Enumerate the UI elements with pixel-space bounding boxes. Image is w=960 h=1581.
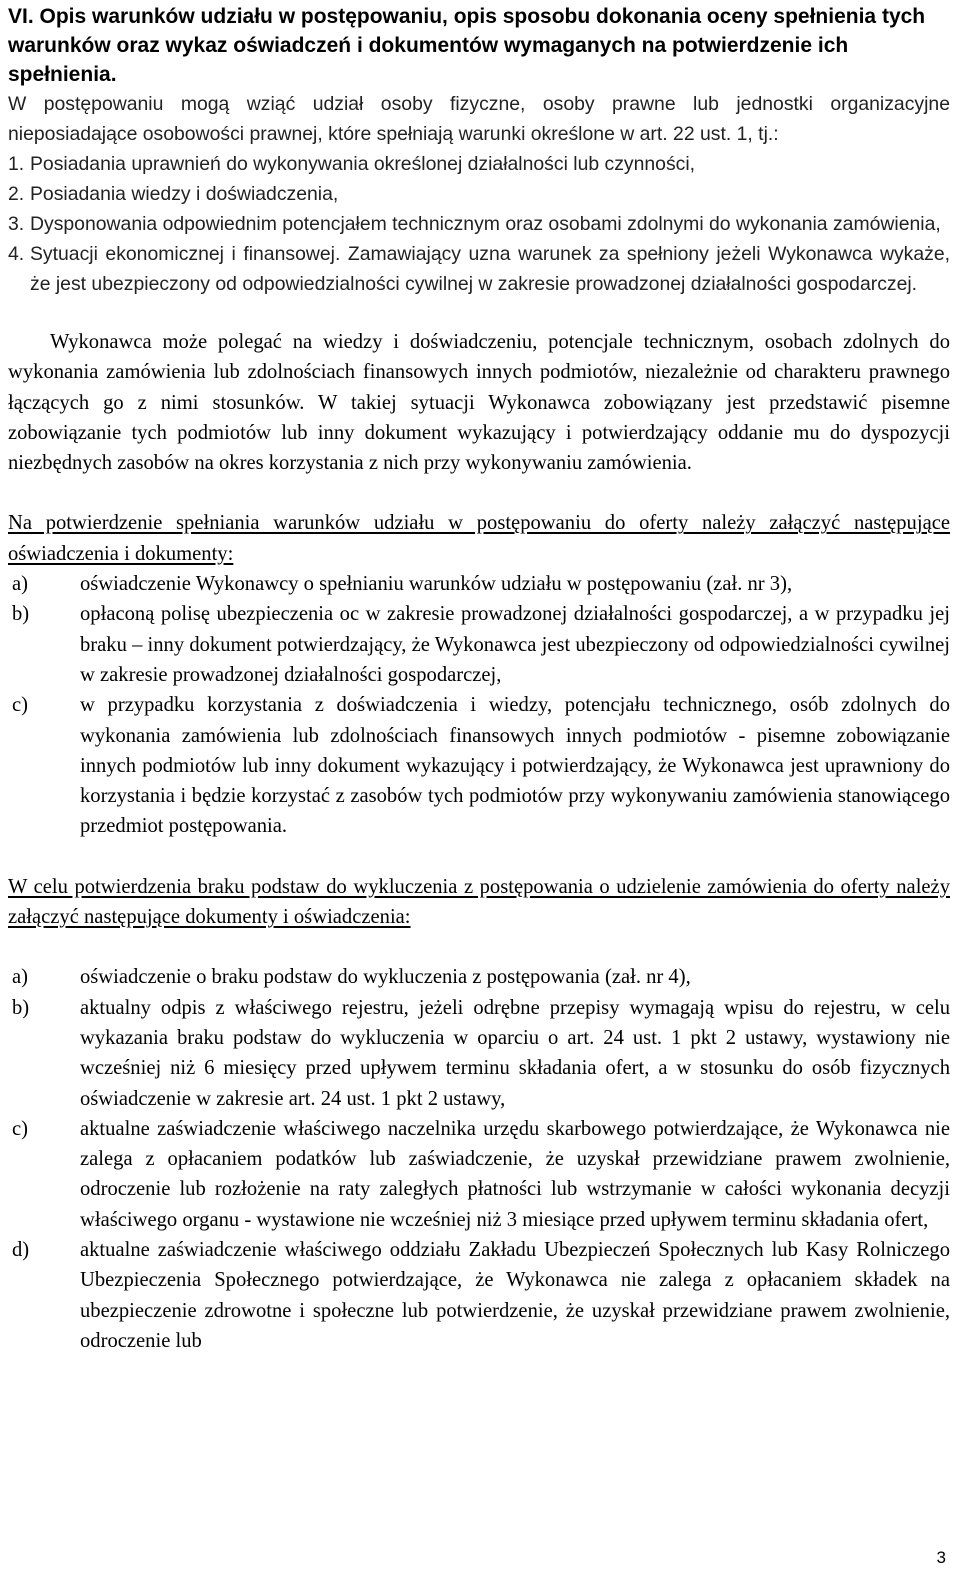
list-item-label: b) xyxy=(12,996,30,1019)
list-item-number: 1. xyxy=(8,153,25,175)
exclusion-documents-section xyxy=(8,872,950,1356)
list-item-label: b) xyxy=(12,603,30,626)
list-item-text: opłaconą polisę ubezpieczenia oc w zakresie prowadzonej działalności gospodarczej, a w przypadku jej braku – inny dokument potwierdzający, że Wykonawca jest ubezpieczony od odpowiedzialności cywilnej w zakresie prowadzonej działalności gospodarczej, xyxy=(80,603,950,686)
list-item-text: Sytuacji ekonomicznej i finansowej. Zamawiający uzna warunek za spełniony jeżeli Wykonawca wykaże, że jest ubezpieczony od odpowiedzialności cywilnej w zakresie prowadzonej działalności gospodarczej. xyxy=(30,243,950,295)
document-page xyxy=(8,0,950,1356)
page-number: 3 xyxy=(936,1548,946,1567)
list-item xyxy=(8,599,950,690)
list-item-number: 4. xyxy=(8,243,25,265)
list-item xyxy=(8,690,950,841)
list-item-label: a) xyxy=(12,966,28,989)
list-item-number: 3. xyxy=(8,213,25,235)
reliance-section xyxy=(8,327,950,478)
list-item xyxy=(8,993,950,1114)
list-item-text: aktualne zaświadczenie właściwego naczelnika urzędu skarbowego potwierdzające, że Wykonawca nie zalega z opłacaniem podatków lub zaświadczenie, że uzyskał przewidziane prawem zwolnienie, odroczenie lub rozłożenie na raty zaległych płatności lub wstrzymanie w całości wykonania decyzji właściwego organu - wystawione nie wcześniej niż 3 miesiące przed upływem terminu składania ofert, xyxy=(80,1117,950,1231)
conditions-documents-section xyxy=(8,508,950,841)
list-item-text: w przypadku korzystania z doświadczenia i wiedzy, potencjału technicznego, osób zdolnych do wykonania zamówienia lub zdolnościach finansowych innych podmiotów - pisemne zobowiązanie innych podmiotów lub inny dokument wykazujący i potwierdzający, że Wykonawca jest uprawniony do korzystania i będzie korzystać z zasobów tych podmiotów przy wykonywaniu zamówienia stanowiącego przedmiot postępowania. xyxy=(80,694,950,838)
list-item xyxy=(8,149,950,179)
list-item-label: c) xyxy=(12,694,28,717)
reliance-paragraph: Wykonawca może polegać na wiedzy i doświadczeniu, potencjale technicznym, osobach zdolnych do wykonania zamówienia lub zdolnościach finansowych innych podmiotów, niezależnie od charakteru prawnego łączących go z nimi stosunków. W takiej sytuacji Wykonawca zobowiązany jest przedstawić pisemne zobowiązanie tych podmiotów lub inny dokument wykazujący i potwierdzający oddanie mu do dyspozycji niezbędnych zasobów na okres korzystania z nich przy wykonywaniu zamówienia. xyxy=(8,331,950,475)
list-item xyxy=(8,239,950,299)
exclusion-documents-title: W celu potwierdzenia braku podstaw do wykluczenia z postępowania o udzielenie zamówienia do oferty należy załączyć następujące dokumenty i oświadczenia: xyxy=(8,875,950,929)
list-item-text: aktualny odpis z właściwego rejestru, jeżeli odrębne przepisy wymagają wpisu do rejestru, w celu wykazania braku podstaw do wykluczenia w oparciu o art. 24 ust. 1 pkt 2 ustawy, wystawiony nie wcześniej niż 6 miesięcy przed upływem terminu składania ofert, a w stosunku do osób fizycznych oświadczenie w zakresie art. 24 ust. 1 pkt 2 ustawy, xyxy=(80,996,950,1110)
exclusion-documents-list xyxy=(8,962,950,1356)
list-item-text: aktualne zaświadczenie właściwego oddziału Zakładu Ubezpieczeń Społecznych lub Kasy Rolniczego Ubezpieczenia Społecznego potwierdzające, że Wykonawca nie zalega z opłacaniem składek na ubezpieczenie zdrowotne i społeczne lub potwierdzenie, że uzyskał przewidziane prawem zwolnienie, odroczenie lub xyxy=(80,1239,950,1352)
list-item-label: d) xyxy=(12,1239,30,1262)
list-item xyxy=(8,569,950,599)
intro-paragraph: W postępowaniu mogą wziąć udział osoby fizyczne, osoby prawne lub jednostki organizacyjne nieposiadające osobowości prawnej, które spełniają warunki określone w art. 22 ust. 1, tj.: xyxy=(8,93,950,145)
conditions-documents-title: Na potwierdzenie spełniania warunków udziału w postępowaniu do oferty należy załączyć następujące oświadczenia i dokumenty: xyxy=(8,512,950,565)
list-item xyxy=(8,1114,950,1235)
list-item xyxy=(8,209,950,239)
list-item-text: Dysponowania odpowiednim potencjałem technicznym oraz osobami zdolnymi do wykonania zamówienia, xyxy=(30,213,941,235)
list-item-text: oświadczenie o braku podstaw do wykluczenia z postępowania (zał. nr 4), xyxy=(80,966,691,989)
list-item-text: Posiadania uprawnień do wykonywania określonej działalności lub czynności, xyxy=(30,153,696,175)
list-item-label: a) xyxy=(12,573,28,596)
list-item-number: 2. xyxy=(8,183,25,205)
list-item-text: Posiadania wiedzy i doświadczenia, xyxy=(30,183,339,205)
list-item-text: oświadczenie Wykonawcy o spełnianiu warunków udziału w postępowaniu (zał. nr 3), xyxy=(80,573,793,596)
conditions-documents-list xyxy=(8,569,950,842)
conditions-list xyxy=(8,149,950,299)
list-item xyxy=(8,1235,950,1356)
participation-conditions xyxy=(8,89,950,299)
list-item-label: c) xyxy=(12,1117,28,1140)
list-item xyxy=(8,962,950,992)
section-heading: VI. Opis warunków udziału w postępowaniu, opis sposobu dokonania oceny spełnienia tych warunków oraz wykaz oświadczeń i dokumentów wymaganych na potwierdzenie ich spełnienia. xyxy=(8,5,926,86)
list-item xyxy=(8,179,950,209)
